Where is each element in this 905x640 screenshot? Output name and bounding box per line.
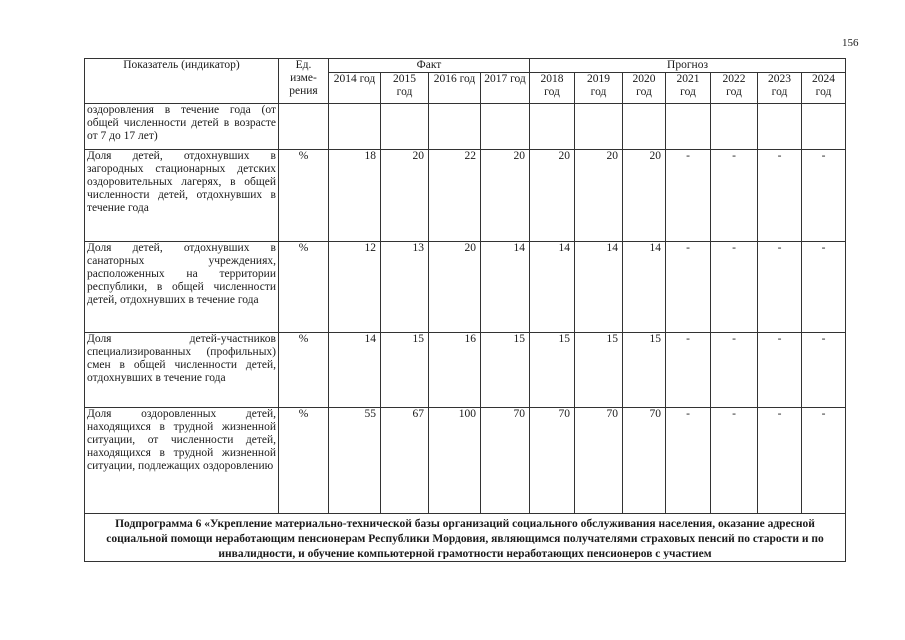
unit-cell: % <box>279 408 329 514</box>
subprogram-row <box>85 514 846 562</box>
table-row <box>85 242 846 333</box>
header-year: 2016 год <box>429 73 481 104</box>
value-cell <box>623 104 666 150</box>
value-cell <box>381 104 429 150</box>
header-year: 2015 год <box>381 73 429 104</box>
subprogram-title: Подпрограмма 6 «Укрепление материально-технической базы организаций социального обслуживания населения, оказание адресной социальной помощи неработающим пенсионерам Республики Мордовия, являющимся получателями страховых пенсий по старости и по инвалидности, и обучение компьютерной грамотности неработающих пенсионеров с участием <box>106 518 824 559</box>
table-row <box>85 408 846 514</box>
header-year: 2014 год <box>329 73 381 104</box>
table-row <box>85 150 846 242</box>
value-cell: 18 <box>329 150 381 242</box>
indicator-label: Доля оздоровленных детей, находящихся в трудной жизненной ситуации, от численности детей, находящихся в трудной жизненной ситуации, подлежащих оздоровлению <box>85 408 279 514</box>
value-cell: 55 <box>329 408 381 514</box>
value-cell: - <box>711 408 758 514</box>
value-cell: 12 <box>329 242 381 333</box>
table-row <box>85 104 846 150</box>
value-cell: - <box>802 242 846 333</box>
value-cell: 15 <box>530 333 575 408</box>
value-cell: 20 <box>381 150 429 242</box>
value-cell <box>802 104 846 150</box>
value-cell: 14 <box>329 333 381 408</box>
value-cell <box>666 104 711 150</box>
value-cell <box>481 104 530 150</box>
unit-cell <box>279 104 329 150</box>
value-cell: - <box>802 408 846 514</box>
value-cell: 70 <box>575 408 623 514</box>
value-cell <box>429 104 481 150</box>
header-year: 2018 год <box>530 73 575 104</box>
value-cell: - <box>711 333 758 408</box>
value-cell: 14 <box>575 242 623 333</box>
value-cell <box>758 104 802 150</box>
value-cell: - <box>758 333 802 408</box>
value-cell <box>711 104 758 150</box>
value-cell: 70 <box>623 408 666 514</box>
indicator-label: Доля детей-участников специализированных (профильных) смен в общей численности детей, отдохнувших в течение года <box>85 333 279 408</box>
value-cell: 20 <box>575 150 623 242</box>
value-cell: 14 <box>623 242 666 333</box>
value-cell: - <box>758 150 802 242</box>
indicator-label: оздоровления в течение года (от общей численности детей в возрасте от 7 до 17 лет) <box>85 104 279 150</box>
value-cell: - <box>711 150 758 242</box>
header-year: 2023 год <box>758 73 802 104</box>
table-row <box>85 333 846 408</box>
header-year: 2021 год <box>666 73 711 104</box>
value-cell: 14 <box>481 242 530 333</box>
value-cell: 20 <box>481 150 530 242</box>
value-cell: - <box>666 333 711 408</box>
indicator-label: Доля детей, отдохнувших в загородных стационарных детских оздоровительных лагерях, в общей численности детей, отдохнувших в течение года <box>85 150 279 242</box>
value-cell <box>530 104 575 150</box>
value-cell: 13 <box>381 242 429 333</box>
value-cell: 70 <box>481 408 530 514</box>
value-cell: - <box>802 150 846 242</box>
value-cell <box>575 104 623 150</box>
value-cell: - <box>666 242 711 333</box>
header-unit: Ед. изме-рения <box>279 59 329 104</box>
header-forecast: Прогноз <box>530 59 846 73</box>
header-year: 2017 год <box>481 73 530 104</box>
value-cell: 20 <box>429 242 481 333</box>
value-cell: - <box>666 150 711 242</box>
unit-cell: % <box>279 333 329 408</box>
value-cell <box>329 104 381 150</box>
value-cell: 67 <box>381 408 429 514</box>
value-cell: 100 <box>429 408 481 514</box>
value-cell: - <box>802 333 846 408</box>
header-indicator: Показатель (индикатор) <box>85 59 279 104</box>
header-year: 2020 год <box>623 73 666 104</box>
value-cell: 15 <box>623 333 666 408</box>
value-cell: 22 <box>429 150 481 242</box>
value-cell: 20 <box>623 150 666 242</box>
indicators-table <box>84 58 846 562</box>
header-fact: Факт <box>329 59 530 73</box>
value-cell: 70 <box>530 408 575 514</box>
value-cell: - <box>711 242 758 333</box>
value-cell: 15 <box>481 333 530 408</box>
value-cell: 20 <box>530 150 575 242</box>
unit-cell: % <box>279 150 329 242</box>
indicator-label: Доля детей, отдохнувших в санаторных учреждениях, расположенных на территории республики, в общей численности детей, отдохнувших в течение года <box>85 242 279 333</box>
header-year: 2024 год <box>802 73 846 104</box>
header-year: 2019 год <box>575 73 623 104</box>
value-cell: 15 <box>381 333 429 408</box>
value-cell: - <box>758 408 802 514</box>
header-year: 2022 год <box>711 73 758 104</box>
value-cell: 14 <box>530 242 575 333</box>
value-cell: - <box>666 408 711 514</box>
page-number: 156 <box>842 37 859 49</box>
value-cell: 16 <box>429 333 481 408</box>
unit-cell: % <box>279 242 329 333</box>
value-cell: - <box>758 242 802 333</box>
value-cell: 15 <box>575 333 623 408</box>
